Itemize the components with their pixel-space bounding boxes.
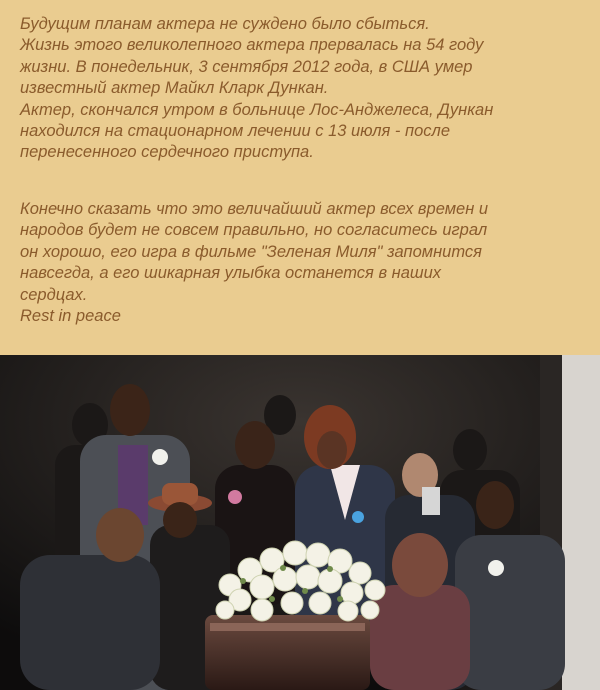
closing-line: Rest in peace [20, 307, 121, 326]
article-paragraph-2-text: Конечно сказать что это величайший актер всех времен и народов будет не совсем правильно, но согласитесь играл он хорошо, его игра в фильме "Зеленая Миля" запомнится навсегда, а его шикарная улыбка останется в наших сердцах. [20, 200, 489, 304]
funeral-photo [0, 355, 600, 690]
article-paragraph-2 [20, 199, 585, 327]
funeral-photo-illustration [0, 355, 600, 690]
article-paragraph-1: Будущим планам актера не суждено было сбыться. Жизнь этого великолепного актера прервалась на 54 году жизни. В понедельник, 3 сентября 2012 года, в США умер известный актер Майкл Кларк Дункан. Актер, скончался утром в больнице Лос-Анджелеса, Дункан находился на стационарном лечении с 13 июля - после перенесенного сердечного приступа. [20, 15, 494, 162]
